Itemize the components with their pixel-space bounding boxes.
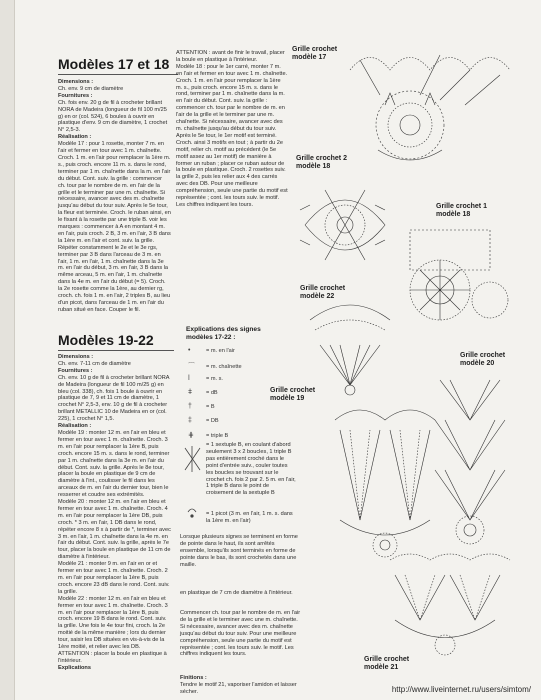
diagram-17-art [350, 55, 510, 160]
diagram-label-19: Grille crochet modèle 19 [270, 387, 316, 402]
diagram-label-20: Grille crochet modèle 20 [460, 352, 506, 367]
legend-item-text: = dB [206, 390, 218, 396]
legend-symbol-icon: ǀ [188, 375, 190, 382]
legend-note-text: = 1 sextuple B, en coulant d'abord seulement 3 x 2 boucles, 1 triple B pas entièrement croché dans le point d'entrée suiv., couler toutes les boucles se trouvant sur le crochet ch. fois 2 par 2. 5 m. en l'air, 1 triple B dans le point de croisement de la sextuple B [206, 442, 296, 497]
source-url: http://www.liveinternet.ru/users/simtom/ [391, 685, 531, 694]
fournitures-text: Ch. fois env. 20 g de fil à crocheter brillant NORA de Madeira (longueur de fil 100 m/25 g) en or (col. 524), 6 boules à ouvrir en plastique d'env. 9 cm de diamètre, 1 crochet N° 2,5-3. [58, 99, 168, 134]
legend-symbol-icon: † [188, 403, 192, 410]
dimensions-text: Ch. env. 9 cm de diamètre [58, 85, 124, 92]
dimensions-label: Dimensions : [58, 79, 94, 85]
diagram-18-1-art [410, 230, 508, 320]
legend-item-text: = triple B [206, 433, 229, 439]
legend-item-text: = m. en l'air [206, 348, 235, 354]
legend-item-text: = m. chaînette [206, 364, 242, 370]
section-title: Modèles 17 et 18 [58, 56, 170, 72]
legend-symbol-icon: ‡ [188, 417, 192, 424]
legend-title: Explications des signes modèles 17-22 : [186, 326, 261, 341]
footer-note: Explications [58, 664, 91, 671]
legend-note-text: Commencer ch. tour par le nombre de m. en l'air de la grille et le terminer avec une m. chaînette. Si nécessaire, avancer avec des m. chaînette jusqu'au début du tour suiv. Pour une meilleure compréhension, seule une partie du motif est représentée ; cont. les tours suiv. le motif. Les chiffres indiquent les tours. [180, 610, 301, 658]
legend-item-text: = DB [206, 418, 219, 424]
modele20-text: Modèle 20 : monter 12 m. en l'air en bleu et fermer en tour avec 1 m. chaînette. Croch. 4 m. en l'air pour remplacer la 1ère DB, puis croch. * 3 m. en l'air, 1 DB dans le rond, répéter encore 8 x à partir de *, terminer avec 3 m. en l'air, 1 m. chaînette dans la 4e m. en l'air du début. Cont. suiv. la grille, après le 7e tour, placer la boule en plastique de 11 cm de diamètre à l'intérieur. [58, 499, 171, 561]
diagram-22-art [310, 305, 390, 395]
dimensions-text: Ch. env. 7-11 cm de diamètre [58, 360, 131, 367]
modele22-text: Modèle 22 : monter 12 m. en l'air en bleu et fermer en tour avec 1 m. chaînette. Croch. 3 m. en l'air pour remplacer la 1ère B, puis croch. encore 19 B dans le rond. Cont. suiv. la grille. Une fois le 4e tour fini, croch. la 2e moitié de la même manière ; lors du dernier tour, saisir les DB situées en vis-à-vis de la 1ère moitié, et relier avec les DB. ATTENTION : placer la boule en plastique à l'intérieur. [58, 595, 168, 664]
modele18-text: Modèle 18 : pour le 1er carré, monter 7 m. en l'air et fermer en tour avec 1 m. chaînette. Croch. 1 m. en l'air pour remplacer la 1ère m. s., puis croch. encore 15 m. s. dans le rond, terminer par 1 m. chaînette dans la m. en l'air du début. Cont. suiv. la grille : commencer ch. tour par le nombre de m. en l'air de la grille et le terminer par une m. chaînette. Si nécessaire, avancer avec des m. chaînette jusqu'au début du tour suiv. Après le 5e tour, le 1er motif est terminé. Croch. ainsi 3 motifs en tout ; à partir du 2e motif, relier ch. motif au précédent (le 5e motif assez au 1er motif) de manière à former un ruban ; placer ce ruban autour de la boule en plastique. Croch. 2 rosettes suiv. la grille 2, puis les relier aux 4 des carrés avec des DB. Pour une meilleure compréhension, seule une partie du motif est représentée ; cont. les tours suiv. le motif. Les chiffres indiquent les tours. [176, 63, 288, 208]
realisation-text: Modèle 17 : pour 1 rosette, monter 7 m. en l'air et fermer en tour avec 1 m. chaînette. Croch. 1 m. en l'air pour remplacer la 1ère m. s., puis croch. encore 11 m. s. dans le rond, terminer par 1 m. chaînette dans la m. en l'air du début. Cont. suiv. la grille : commencer ch. tour par le nombre de m. en l'air de la grille et le terminer par une m. chaînette. Si nécessaire, avancer avec des m. chaînette jusqu'au début du tour suiv. Après le 5e tour, la fleur est terminée. Croch. le ruban ainsi, en le fixant à la rosette par une triple B. voir les marques : commencer à A en montant 4 m. en l'air, puis croch. 2 B, 3 m. en l'air, 3 B dans la 1ère m. en l'air et cont. suiv. la grille. Répéter constamment le 2e et le 3e rgs, terminer par 3 B dans l'arceau de 3 m. en l'air, 1 m. en l'air, 1 m. chaînette dans la 3e m. en l'air du début, 3 m. en l'air, 3 B dans la même arceau, 5 m. en l'air, 1 m. chaînette dans la 4e m. en l'air du début (= 5). Croch. la 2e rosette comme la 1ère, au dernier rg, croch. ch. fois 1 m. en l'air, 2 triples B, au lieu d'un picot, dans l'arceau de 1 m. en l'air du ruban situé en face. Couper le fil. [58, 141, 171, 313]
legend-symbol-icon: ǂ [188, 389, 193, 396]
legend-item-text: = B [206, 404, 215, 410]
diagram-19-art [335, 410, 435, 557]
fournitures-label: Fournitures : [58, 92, 93, 99]
diagram-label-18-1: Grille crochet 1 modèle 18 [436, 203, 487, 218]
attention-text: ATTENTION : avant de finir le travail, placer la boule en plastique à l'intérieur. [176, 50, 285, 63]
diagram-label-21: Grille crochet modèle 21 [364, 656, 410, 671]
diagram-18-2-art [300, 190, 385, 260]
legend-symbol-icon: ⌒ [188, 363, 195, 370]
section-title: Modèles 19-22 [58, 332, 154, 348]
fournitures-label: Fournitures : [58, 367, 93, 374]
legend-note-text: Lorsque plusieurs signes se terminent en forme de pointe dans le haut, ils sont arrêtés ensemble, lorsqu'ils sont terminés en forme de pointe dans le bas, ils sont crochetés dans une maille. [180, 534, 298, 568]
realisation-label: Réalisation : [58, 423, 92, 430]
legend-item-text: = m. s. [206, 376, 223, 382]
legend-symbol-icon: ⋕ [188, 432, 194, 439]
realisation-text: Modèle 19 : monter 12 m. en l'air en bleu et fermer en tour avec 1 m. chaînette. Croch. 3 m. en l'air pour remplacer la 1ère B, puis croch. encore 15 m. s. dans le rond, terminer par 1 m. chaînette dans la 3e m. en l'air du début. Cont. suiv. la grille. Après le 8e tour, placer la boule en plastique de 9 cm de diamètre à l'int., coulisser le fil dans les arceaux de m. en l'air du dernier tour, bien le resserrer et coudre ses extrémités. [58, 429, 170, 499]
legend-note-text: = 1 picot (3 m. en l'air, 1 m. s. dans la 1ère m. en l'air) [206, 511, 293, 524]
finitions-text: Tendre le motif 21, vaporiser l'amidon et laisser sécher. [180, 681, 297, 695]
legend-note-text: en plastique de 7 cm de diamètre à l'intérieur. [180, 590, 293, 596]
finitions-label: Finitions : [180, 675, 207, 681]
dimensions-label: Dimensions : [58, 354, 94, 360]
realisation-label: Réalisation : [58, 134, 92, 141]
modele21-text: Modèle 21 : monter 9 m. en l'air en or et fermer en tour avec 1 m. chaînette. Croch. 2 m. en l'air pour remplacer la 1ère B, puis croch. encore 23 dB dans le rond. Cont. suiv. la grille. [58, 561, 170, 595]
diagram-label-18-2: Grille crochet 2 modèle 18 [296, 155, 347, 170]
legend-symbol-icon: • [188, 347, 191, 354]
diagram-label-17: Grille crochet modèle 17 [292, 46, 338, 61]
fournitures-text: Ch. env. 10 g de fil à crocheter brillant NORA de Madeira (longueur de fil 100 m/25 g) en bleu (col. 338), ch. fois 1 boule à ouvrir en plastique de 7, 9 et 11 cm de diamètre, 1 crochet N° 2,5-3, env. 10 g de fil à crocheter brillant METALLIC 10 de Madeira en or (col. 225), 1 crochet N° 1,5. [58, 374, 170, 423]
diagram-label-22: Grille crochet modèle 22 [300, 285, 346, 300]
diagram-20-art [435, 380, 505, 544]
diagram-21-art [390, 554, 510, 655]
